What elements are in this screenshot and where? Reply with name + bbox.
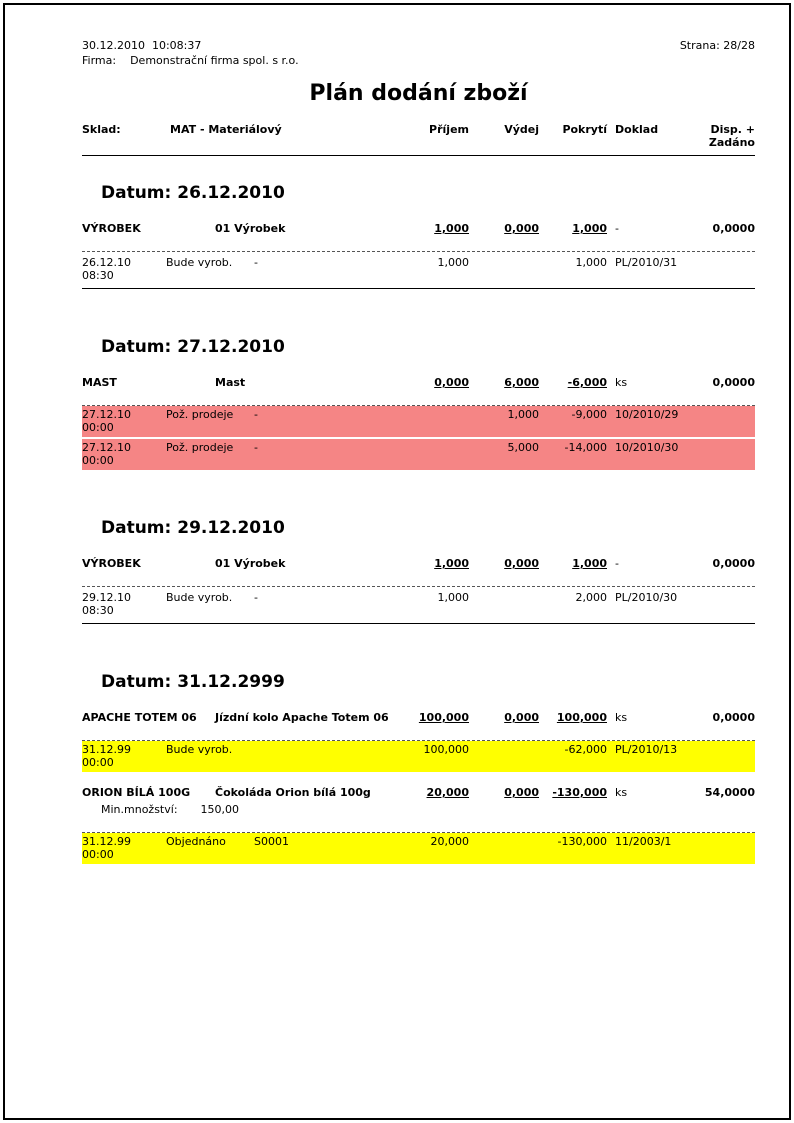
detail-ref: - bbox=[254, 591, 258, 604]
detail-pokryti: -9,000 bbox=[571, 408, 607, 421]
firma-row bbox=[82, 53, 299, 68]
detail-prijem: 1,000 bbox=[437, 256, 469, 269]
item-summary-row bbox=[82, 786, 755, 799]
detail-ref: - bbox=[254, 441, 258, 454]
item-name: 01 Výrobek bbox=[215, 557, 286, 570]
item-block bbox=[82, 711, 755, 772]
detail-row bbox=[82, 439, 755, 470]
detail-ref: - bbox=[254, 408, 258, 421]
item-code: ORION BÍLÁ 100G bbox=[82, 786, 191, 799]
item-code: VÝROBEK bbox=[82, 222, 141, 235]
item-name: Čokoláda Orion bílá 100g bbox=[215, 786, 371, 799]
detail-list bbox=[82, 251, 755, 289]
detail-row bbox=[82, 252, 755, 289]
detail-prijem: 100,000 bbox=[423, 743, 469, 756]
report-header bbox=[82, 38, 755, 68]
item-summary-row bbox=[82, 557, 755, 570]
detail-row bbox=[82, 833, 755, 864]
item-vydej: 0,000 bbox=[504, 557, 539, 570]
item-vydej: 0,000 bbox=[504, 786, 539, 799]
detail-ref bbox=[254, 743, 397, 769]
detail-vydej bbox=[469, 591, 539, 617]
item-block bbox=[82, 557, 755, 624]
detail-ref: - bbox=[254, 256, 258, 269]
detail-prijem: 20,000 bbox=[430, 835, 469, 848]
item-pokryti: 1,000 bbox=[572, 557, 607, 570]
detail-pokryti: 1,000 bbox=[575, 256, 607, 269]
detail-datetime: 27.12.10 00:00 bbox=[82, 441, 131, 467]
col-pokryti: Pokrytí bbox=[562, 123, 607, 136]
report-content bbox=[5, 5, 789, 864]
item-prijem: 1,000 bbox=[434, 222, 469, 235]
item-prijem: 1,000 bbox=[434, 557, 469, 570]
item-prijem: 20,000 bbox=[426, 786, 469, 799]
detail-doklad: 11/2003/1 bbox=[615, 835, 672, 848]
item-disp: 0,0000 bbox=[712, 711, 755, 724]
page-number: Strana: 28/28 bbox=[679, 39, 755, 52]
detail-operation: Pož. prodeje bbox=[166, 408, 234, 421]
detail-pokryti: -14,000 bbox=[564, 441, 607, 454]
detail-row bbox=[82, 587, 755, 624]
detail-row bbox=[82, 406, 755, 437]
item-vydej: 0,000 bbox=[504, 711, 539, 724]
item-unit: ks bbox=[615, 786, 628, 799]
item-code: VÝROBEK bbox=[82, 557, 141, 570]
detail-prijem bbox=[397, 441, 469, 467]
item-code: MAST bbox=[82, 376, 117, 389]
item-disp: 54,0000 bbox=[704, 786, 755, 799]
detail-doklad: 10/2010/30 bbox=[615, 441, 679, 454]
detail-pokryti: -62,000 bbox=[564, 743, 607, 756]
item-disp: 0,0000 bbox=[712, 222, 755, 235]
date-heading: Datum: 27.12.2010 bbox=[101, 337, 285, 357]
item-pokryti: 1,000 bbox=[572, 222, 607, 235]
detail-vydej bbox=[469, 743, 539, 769]
min-quantity-label: Min.množství: bbox=[101, 803, 178, 816]
detail-operation: Objednáno bbox=[166, 835, 226, 848]
detail-row bbox=[82, 741, 755, 772]
detail-datetime: 31.12.99 00:00 bbox=[82, 835, 131, 861]
item-name: Jízdní kolo Apache Totem 06 bbox=[215, 711, 389, 724]
sklad-value: MAT - Materiálový bbox=[170, 123, 282, 136]
detail-operation: Pož. prodeje bbox=[166, 441, 234, 454]
item-pokryti: -6,000 bbox=[567, 376, 607, 389]
date-heading: Datum: 29.12.2010 bbox=[101, 518, 285, 538]
col-disp: Disp. + Zadáno bbox=[708, 123, 755, 149]
item-summary-row bbox=[82, 222, 755, 235]
report-title: Plán dodání zboží bbox=[309, 81, 528, 106]
detail-doklad: PL/2010/31 bbox=[615, 256, 678, 269]
table-header-row bbox=[82, 123, 755, 156]
print-datetime: 30.12.2010 10:08:37 bbox=[82, 39, 202, 52]
report-page bbox=[3, 3, 791, 1120]
item-disp: 0,0000 bbox=[712, 557, 755, 570]
date-heading: Datum: 26.12.2010 bbox=[101, 183, 285, 203]
item-code: APACHE TOTEM 06 bbox=[82, 711, 197, 724]
item-unit: ks bbox=[615, 711, 628, 724]
item-prijem: 0,000 bbox=[434, 376, 469, 389]
col-doklad: Doklad bbox=[615, 123, 659, 136]
item-disp: 0,0000 bbox=[712, 376, 755, 389]
detail-vydej bbox=[469, 256, 539, 282]
col-vydej: Výdej bbox=[504, 123, 539, 136]
detail-doklad: PL/2010/13 bbox=[615, 743, 678, 756]
item-unit: - bbox=[615, 557, 619, 570]
date-section bbox=[82, 672, 755, 864]
date-section bbox=[82, 337, 755, 470]
header-left bbox=[82, 38, 299, 68]
detail-list bbox=[82, 740, 755, 772]
min-quantity-row bbox=[101, 803, 755, 816]
detail-operation: Bude vyrob. bbox=[166, 591, 233, 604]
date-section bbox=[82, 183, 755, 289]
item-vydej: 6,000 bbox=[504, 376, 539, 389]
firma-value: Demonstrační firma spol. s r.o. bbox=[130, 54, 299, 67]
sklad-label: Sklad: bbox=[82, 123, 121, 136]
detail-datetime: 26.12.10 08:30 bbox=[82, 256, 131, 282]
item-prijem: 100,000 bbox=[418, 711, 469, 724]
item-block bbox=[82, 786, 755, 864]
item-summary-row bbox=[82, 711, 755, 724]
item-unit: ks bbox=[615, 376, 628, 389]
detail-doklad: 10/2010/29 bbox=[615, 408, 679, 421]
detail-datetime: 27.12.10 00:00 bbox=[82, 408, 131, 434]
detail-operation: Bude vyrob. bbox=[166, 743, 233, 756]
detail-vydej: 1,000 bbox=[507, 408, 539, 421]
col-prijem: Příjem bbox=[429, 123, 469, 136]
item-name: 01 Výrobek bbox=[215, 222, 286, 235]
detail-ref: S0001 bbox=[254, 835, 289, 848]
detail-vydej bbox=[469, 835, 539, 861]
date-section bbox=[82, 518, 755, 624]
item-vydej: 0,000 bbox=[504, 222, 539, 235]
item-pokryti: 100,000 bbox=[556, 711, 607, 724]
detail-vydej: 5,000 bbox=[507, 441, 539, 454]
detail-list bbox=[82, 832, 755, 864]
date-heading: Datum: 31.12.2999 bbox=[101, 672, 285, 692]
detail-prijem: 1,000 bbox=[437, 591, 469, 604]
detail-pokryti: -130,000 bbox=[557, 835, 607, 848]
item-block bbox=[82, 222, 755, 289]
firma-label: Firma: bbox=[82, 54, 117, 67]
detail-prijem bbox=[397, 408, 469, 434]
detail-pokryti: 2,000 bbox=[575, 591, 607, 604]
item-pokryti: -130,000 bbox=[552, 786, 607, 799]
detail-datetime: 29.12.10 08:30 bbox=[82, 591, 131, 617]
detail-operation: Bude vyrob. bbox=[166, 256, 233, 269]
item-name: Mast bbox=[215, 376, 246, 389]
min-quantity-value: 150,00 bbox=[200, 803, 240, 816]
item-block bbox=[82, 376, 755, 470]
detail-list bbox=[82, 586, 755, 624]
detail-doklad: PL/2010/30 bbox=[615, 591, 678, 604]
detail-list bbox=[82, 405, 755, 470]
detail-datetime: 31.12.99 00:00 bbox=[82, 743, 131, 769]
item-unit: - bbox=[615, 222, 619, 235]
item-summary-row bbox=[82, 376, 755, 389]
